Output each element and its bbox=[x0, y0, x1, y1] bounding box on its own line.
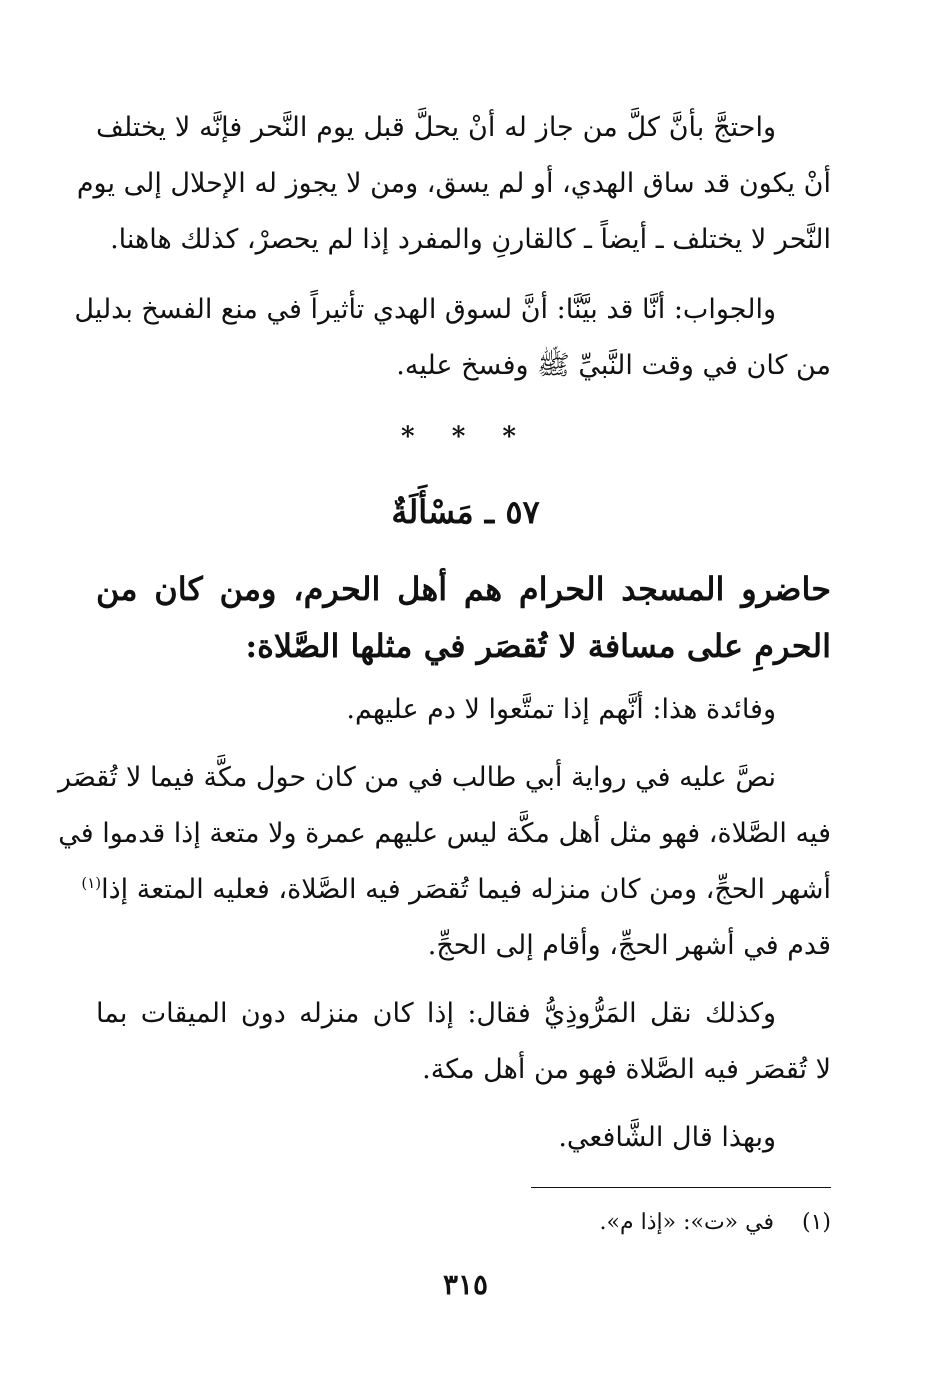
paragraph-4-line-2: فيه الصَّلاة، فهو مثل أهل مكَّة ليس عليهم عمرة ولا متعة إذا قدموا في bbox=[58, 818, 831, 849]
footnote-text: في «ت»: «إذا م». bbox=[599, 1210, 774, 1235]
footnote-reference[interactable]: (١) bbox=[81, 874, 102, 892]
paragraph-4-line-3 bbox=[81, 870, 831, 910]
paragraph-4-line-4: قدم في أشهر الحجِّ، وأقام إلى الحجِّ. bbox=[427, 930, 831, 961]
paragraph-3-line-1: وفائدة هذا: أنَّهم إذا تمتَّعوا لا دم عليهم. bbox=[346, 694, 776, 725]
page-number: ٣١٥ bbox=[442, 1268, 489, 1301]
issue-title-line-1: حاضرو المسجد الحرام هم أهل الحرم، ومن كان من bbox=[96, 570, 831, 608]
issue-heading: ٥٧ ـ مَسْأَلَةٌ bbox=[391, 493, 540, 531]
paragraph-2-line-2: من كان في وقت النَّبيِّ ﷺ وفسخ عليه. bbox=[396, 350, 831, 381]
paragraph-4-line-1: نصَّ عليه في رواية أبي طالب في من كان حول مكَّة فيما لا تُقصَر bbox=[57, 762, 776, 793]
paragraph-1-line-1: واحتجَّ بأنَّ كلَّ من جاز له أنْ يحلَّ قبل يوم النَّحر فإنَّه لا يختلف bbox=[96, 112, 776, 143]
footnote-number: (١) bbox=[801, 1210, 831, 1235]
paragraph-4-line-3-text: أشهر الحجِّ، ومن كان منزله فيما تُقصَر فيه الصَّلاة، فعليه المتعة إذا bbox=[101, 874, 831, 905]
footnote bbox=[600, 1207, 831, 1239]
paragraph-5-line-1: وكذلك نقل المَرُّوذِيُّ فقال: إذا كان منزله دون الميقات بما bbox=[96, 998, 776, 1029]
issue-title-line-2: الحرمِ على مسافة لا تُقصَر في مثلها الصَّلاة: bbox=[245, 627, 831, 665]
paragraph-1-line-3: النَّحر لا يختلف ـ أيضاً ـ كالقارنِ والمفرد إذا لم يحصرْ، كذلك هاهنا. bbox=[110, 224, 831, 255]
paragraph-1-line-2: أنْ يكون قد ساق الهدي، أو لم يسق، ومن لا يجوز له الإحلال إلى يوم bbox=[76, 168, 831, 199]
footnote-divider bbox=[531, 1187, 831, 1188]
paragraph-5-line-2: لا تُقصَر فيه الصَّلاة فهو من أهل مكة. bbox=[422, 1054, 831, 1085]
paragraph-2-line-1: والجواب: أنَّا قد بيَّنَّا: أنَّ لسوق الهدي تأثيراً في منع الفسخ بدليل bbox=[74, 294, 776, 325]
paragraph-6-line-1: وبهذا قال الشَّافعي. bbox=[558, 1122, 776, 1153]
section-separator: * * * bbox=[401, 422, 530, 452]
